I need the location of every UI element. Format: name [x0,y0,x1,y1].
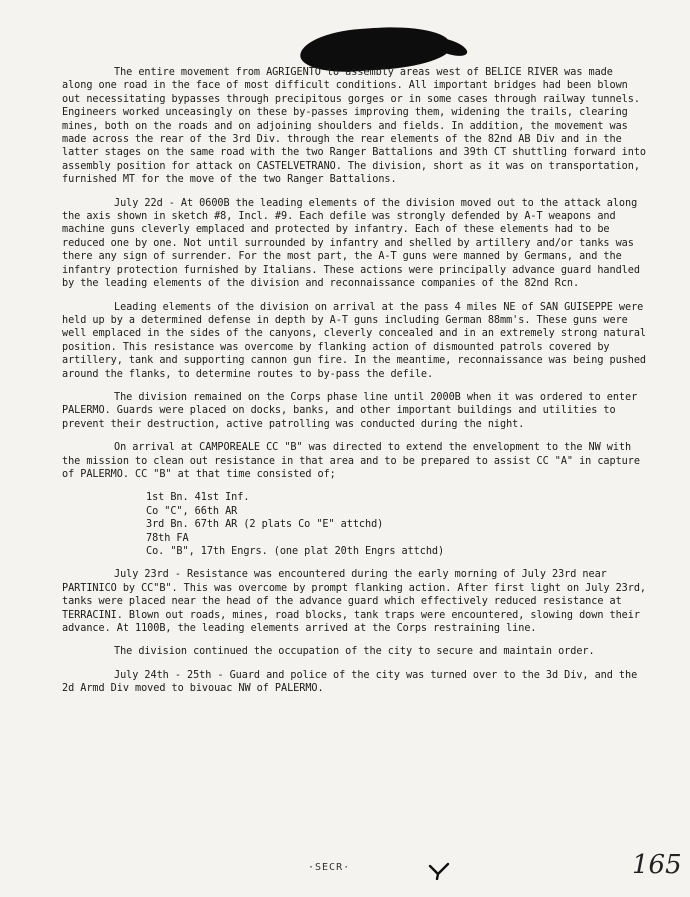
paragraph-movement: The entire movement from AGRIGENTO to assembly areas west of BELICE RIVER was made along one road in the face of most difficult conditions. All important bridges had been blown out necessitating bypasses through precipitous gorges or in some cases through railway tunnels. Engineers worked unceasingly on these by-passes improving them, widening the trails, clearing mines, both on the roads and on adjoining shoulders and fields. In addition, the movement was made across the rear of the 3rd Div. through the rear elements of the 82nd AB Div and in the latter stages on the same road with the two Ranger Battalions and 39th CT shuttling forward into assembly position for attack on CASTELVETRANO. The division, short as it was on transportation, furnished MT for the move of the two Ranger Battalions. [62,67,647,186]
list-item: Co "C", 66th AR [146,505,238,517]
footer-stamp: ·SECR· [308,862,351,873]
paragraph-july-24-25: July 24th - 25th - Guard and police of the city was turned over to the 3d Div, and the 2d Armd Div moved to bivouac NW of PALERMO. [62,669,638,695]
list-item: 78th FA [146,532,189,544]
unit-list [146,491,647,558]
list-item: 3rd Bn. 67th AR (2 plats Co "E" attchd) [146,519,384,531]
paragraph-july-23: July 23rd - Resistance was encountered during the early morning of July 23rd near PARTINICO by CC"B". This was overcome by prompt flanking action. After first light on July 23rd, tanks were placed near the head of the advance guard which effectively reduced resistance at TERRACINI. Blown out roads, mines, road blocks, tank traps were encountered, slowing down their advance. At 1100B, the leading elements arrived at the Corps restraining line. [62,569,647,635]
paragraph-san-guiseppe: Leading elements of the division on arrival at the pass 4 miles NE of SAN GUISEPPE were held up by a determined defense in depth by A-T guns including German 88mm's. These guns were well emplaced in the sides of the canyons, cleverly concealed and in an extremely strong natural position. This resistance was overcome by flanking action of dismounted patrols covered by artillery, tank and supporting cannon gun fire. In the meantime, reconnaissance was being pushed around the flanks, to determine routes to by-pass the defile. [62,301,647,380]
paragraph-camporeale: On arrival at CAMPOREALE CC "B" was directed to extend the envelopment to the NW with the mission to clean out resistance in that area and to be prepared to assist CC "A" in capture of PALERMO. CC "B" at that time consisted of; [62,442,640,480]
list-item: 1st Bn. 41st Inf. [146,492,250,504]
page-number: 165 [632,850,682,880]
handwritten-mark-icon [428,862,450,880]
paragraph-occupation: The division continued the occupation of the city to secure and maintain order. [114,646,595,658]
document-body [62,66,647,706]
paragraph-july-22: July 22d - At 0600B the leading elements of the division moved out to the attack along the axis shown in sketch #8, Incl. #9. Each defile was strongly defended by A-T weapons and machine guns cleverly emplaced and protected by infantry. Each of these elements had to be reduced one by one. Not until surrounded by infantry and shelled by artillery and/or tanks was there any sign of surrender. For the most part, the A-T guns were manned by Germans, and the infantry protection furnished by Italians. These actions were principally advance guard handled by the leading elements of the division and reconnaissance companies of the 82nd Rcn. [62,197,640,290]
list-item: Co. "B", 17th Engrs. (one plat 20th Engrs attchd) [146,546,445,557]
paragraph-enter-palermo: The division remained on the Corps phase line until 2000B when it was ordered to enter PALERMO. Guards were placed on docks, banks, and other important buildings and utilities to prevent their destruction, active patrolling was conducted during the night. [62,391,638,430]
